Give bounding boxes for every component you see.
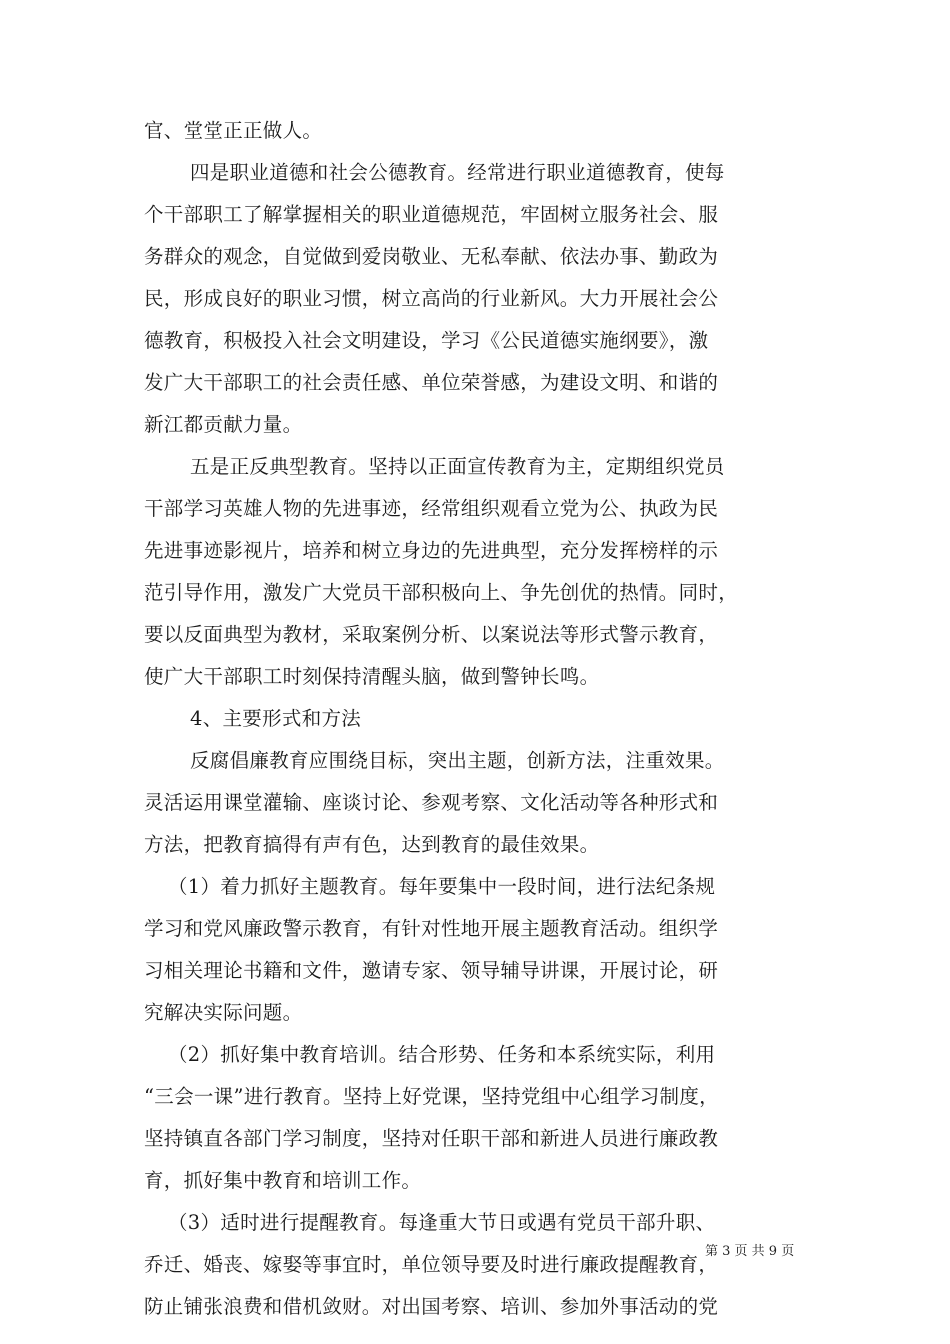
paragraph-start-line: （3）适时进行提醒教育。每逢重大节日或遇有党员干部升职、: [168, 1211, 716, 1234]
text-line: 要以反面典型为教材，采取案例分析、以案说法等形式警示教育，: [144, 623, 719, 646]
text-line: 德教育，积极投入社会文明建设，学习《公民道德实施纲要》，激: [144, 329, 709, 352]
text-line: 新江都贡献力量。: [144, 413, 303, 436]
text-line: 乔迁、婚丧、嫁娶等事宜时，单位领导要及时进行廉政提醒教育，: [144, 1253, 719, 1276]
paragraph-start-line: （1）着力抓好主题教育。每年要集中一段时间，进行法纪条规: [168, 875, 716, 898]
paragraph-start-line: 反腐倡廉教育应围绕目标，突出主题，创新方法，注重效果。: [190, 749, 725, 772]
text-line: 先进事迹影视片，培养和树立身边的先进典型，充分发挥榜样的示: [144, 539, 719, 562]
body-text: [144, 110, 811, 1328]
text-line: 个干部职工了解掌握相关的职业道德规范，牢固树立服务社会、服: [144, 203, 719, 226]
text-line: 学习和党风廉政警示教育，有针对性地开展主题教育活动。组织学: [144, 917, 719, 940]
text-line: 务群众的观念，自觉做到爱岗敬业、无私奉献、依法办事、勤政为: [144, 245, 719, 268]
text-line: 干部学习英雄人物的先进事迹，经常组织观看立党为公、执政为民: [144, 497, 719, 520]
text-line: 官、堂堂正正做人。: [144, 119, 323, 142]
text-line: 防止铺张浪费和借机敛财。对出国考察、培训、参加外事活动的党: [144, 1295, 719, 1318]
text-line: 范引导作用，激发广大党员干部积极向上、争先创优的热情。同时，: [144, 581, 739, 604]
text-line: 方法，把教育搞得有声有色，达到教育的最佳效果。: [144, 833, 600, 856]
text-line: 育，抓好集中教育和培训工作。: [144, 1169, 422, 1192]
paragraph-start-line: 五是正反典型教育。坚持以正面宣传教育为主，定期组织党员: [190, 455, 725, 478]
text-line: 发广大干部职工的社会责任感、单位荣誉感，为建设文明、和谐的: [144, 371, 719, 394]
text-line: 使广大干部职工时刻保持清醒头脑，做到警钟长鸣。: [144, 665, 600, 688]
text-line: 究解决实际问题。: [144, 1001, 303, 1024]
text-line: 灵活运用课堂灌输、座谈讨论、参观考察、文化活动等各种形式和: [144, 791, 719, 814]
paragraph-start-line: （2）抓好集中教育培训。结合形势、任务和本系统实际，利用: [168, 1043, 716, 1066]
page-number: 第 3 页 共 9 页: [705, 1244, 795, 1259]
text-line: 民，形成良好的职业习惯，树立高尚的行业新风。大力开展社会公: [144, 287, 719, 310]
text-line: 习相关理论书籍和文件，邀请专家、领导辅导讲课，开展讨论，研: [144, 959, 719, 982]
text-line: “三会一课”进行教育。坚持上好党课，坚持党组中心组学习制度，: [144, 1085, 719, 1108]
section-heading: 4、主要形式和方法: [190, 707, 362, 730]
text-line: 坚持镇直各部门学习制度，坚持对任职干部和新进人员进行廉政教: [144, 1127, 719, 1150]
paragraph-start-line: 四是职业道德和社会公德教育。经常进行职业道德教育，使每: [190, 161, 725, 184]
